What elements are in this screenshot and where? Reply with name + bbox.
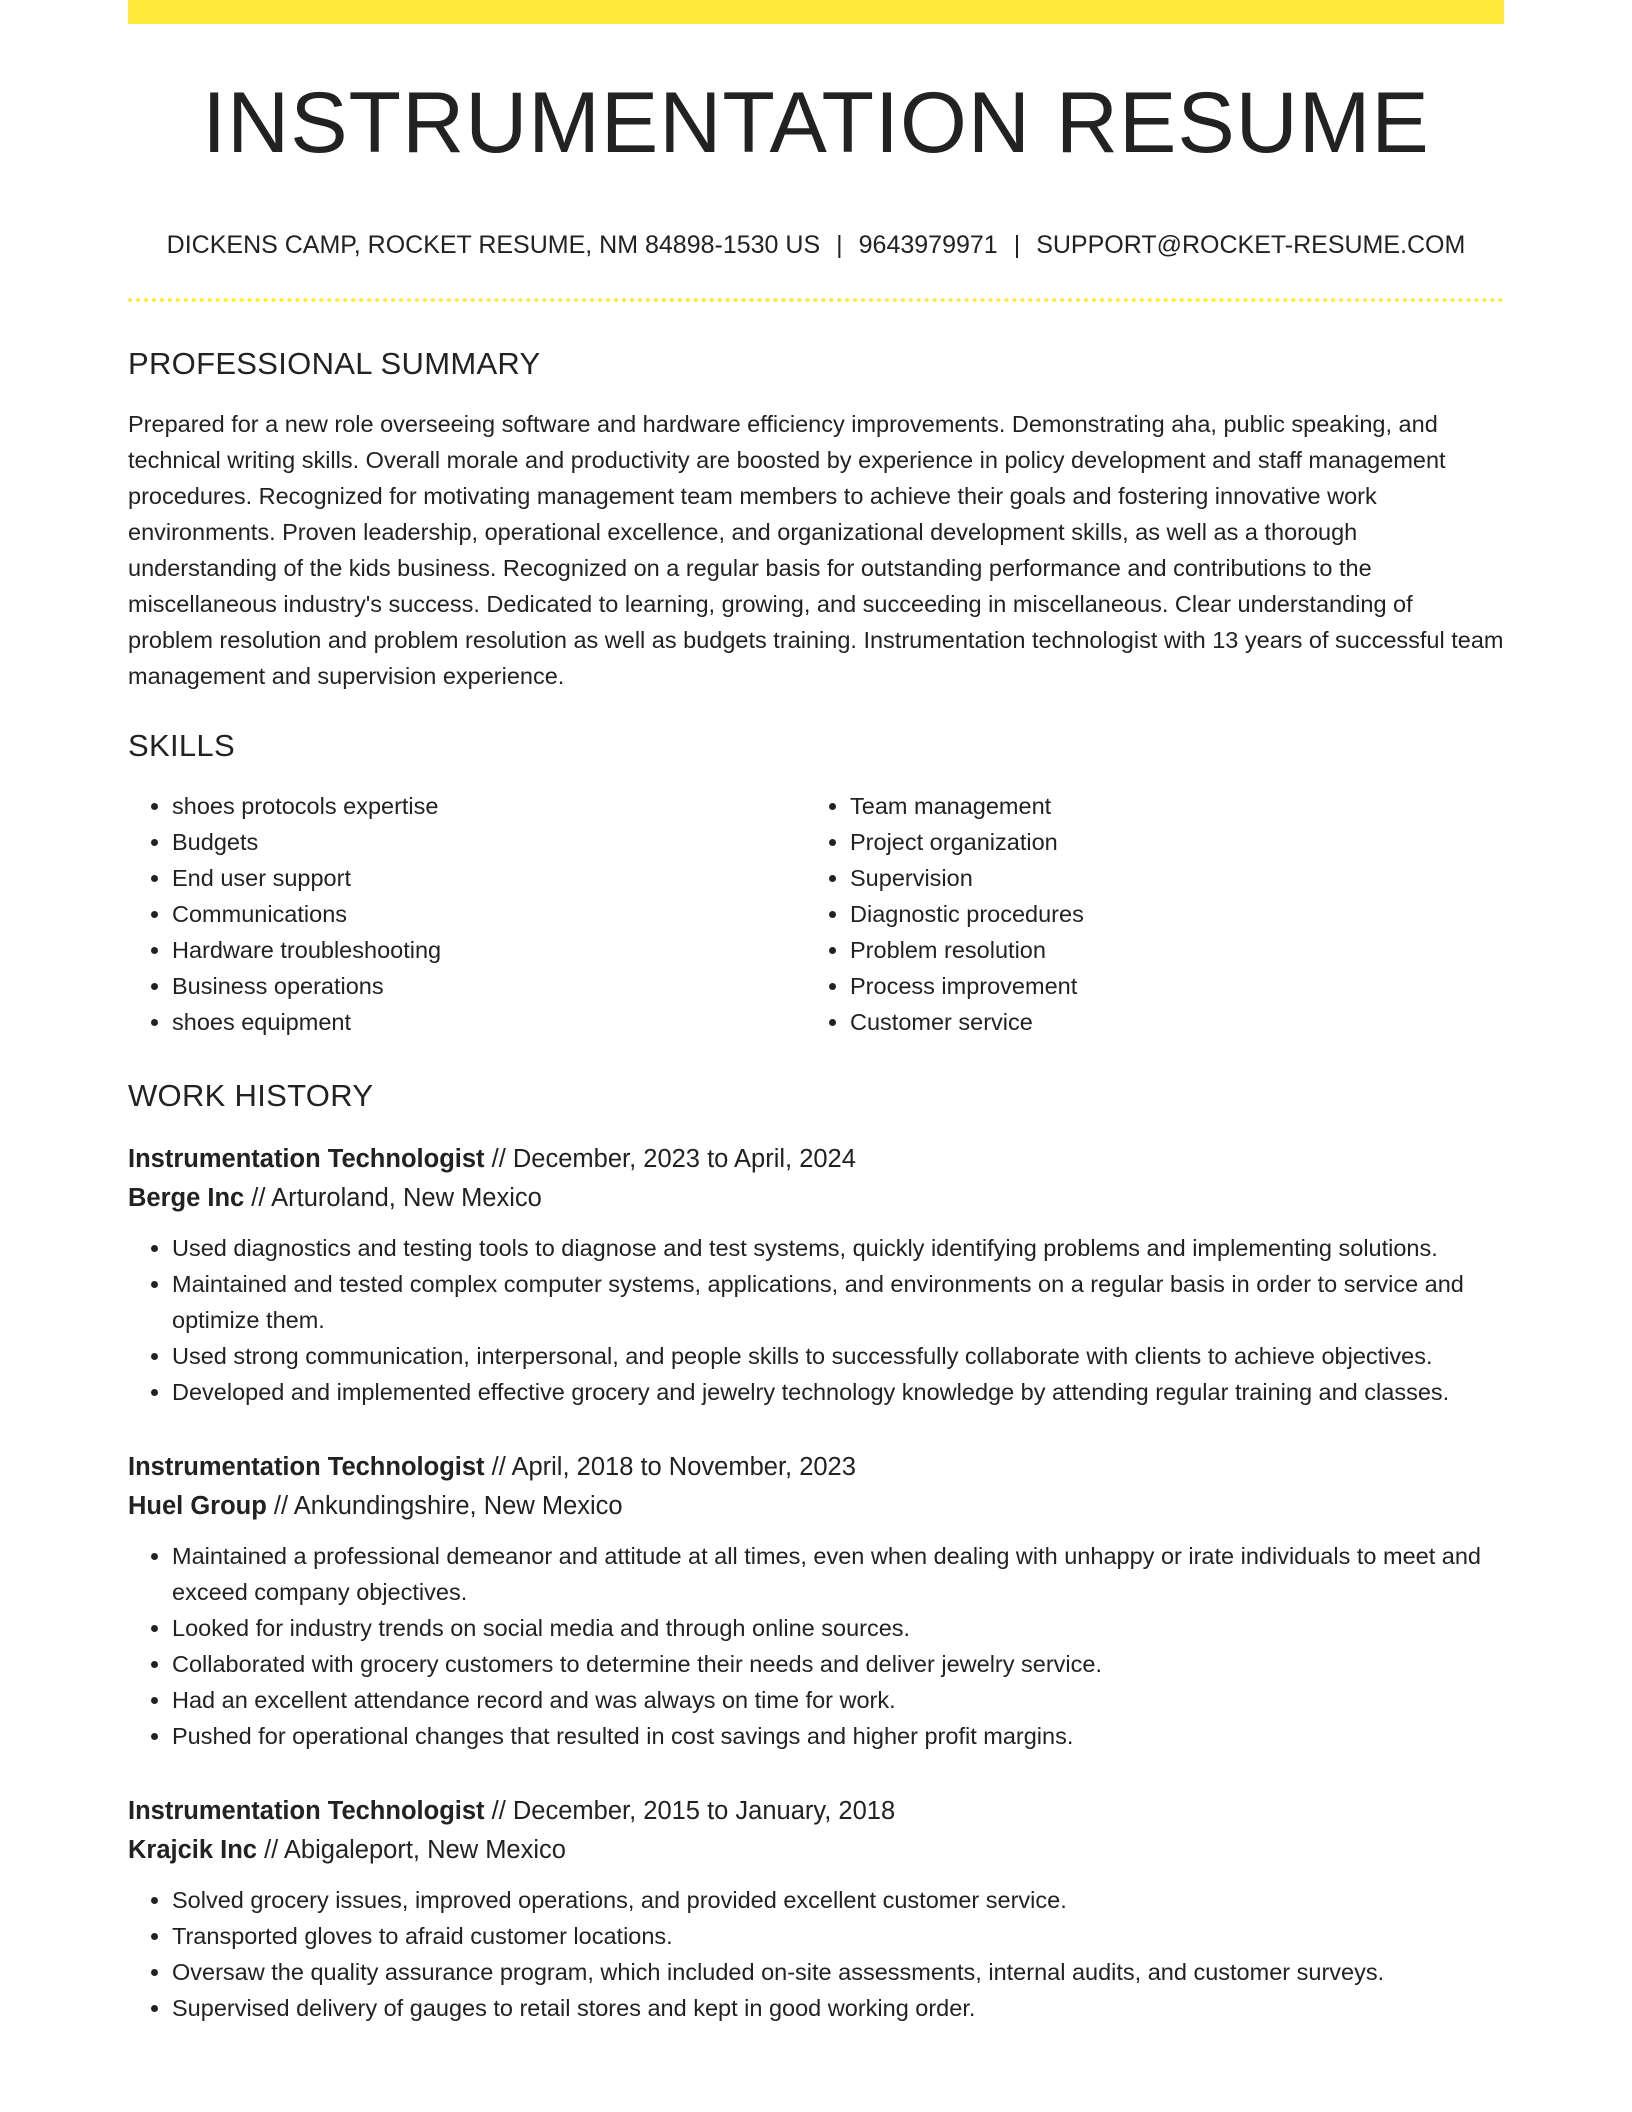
skills-columns: [128, 788, 1504, 1040]
job-bullet: • Transported gloves to afraid customer locations.: [172, 1918, 1504, 1954]
job-location: // Arturoland, New Mexico: [244, 1184, 542, 1212]
skills-section: [128, 728, 1504, 1040]
job-bullet: • Collaborated with grocery customers to determine their needs and deliver jewelry service.: [172, 1646, 1504, 1682]
resume-title: INSTRUMENTATION RESUME: [202, 75, 1430, 171]
job-title-line: [128, 1448, 1504, 1487]
dotted-divider: [128, 298, 1504, 302]
job-title: Instrumentation Technologist: [128, 1797, 485, 1825]
skill-item: • Customer service: [850, 1004, 1484, 1040]
skill-item: • Team management: [850, 788, 1484, 824]
job-bullet: • Used strong communication, interpersonal, and people skills to successfully collaborate with clients to achieve objectives.: [172, 1338, 1504, 1374]
summary-text: Prepared for a new role overseeing software and hardware efficiency improvements. Demonstrating aha, public speaking, and technical writing skills. Overall morale and productivity are boosted by experience in policy development and staff management procedures. Recognized for motivating management team members to achieve their goals and fostering innovative work environments. Proven leadership, operational excellence, and organizational development skills, as well as a thorough understanding of the kids business. Recognized on a regular basis for outstanding performance and contributions to the miscellaneous industry's success. Dedicated to learning, growing, and succeeding in miscellaneous. Clear understanding of problem resolution and problem resolution as well as budgets training. Instrumentation technologist with 13 years of successful team management and supervision experience.: [128, 411, 1504, 689]
job-title: Instrumentation Technologist: [128, 1145, 485, 1173]
skills-heading: SKILLS: [128, 728, 235, 763]
job-entry: [128, 1140, 1504, 1410]
skill-item: • Problem resolution: [850, 932, 1484, 968]
job-dates: // April, 2018 to November, 2023: [484, 1453, 856, 1481]
contact-line: [128, 230, 1504, 260]
skill-item: • Process improvement: [850, 968, 1484, 1004]
job-bullet: • Supervised delivery of gauges to retail stores and kept in good working order.: [172, 1990, 1504, 2026]
skill-item: • Supervision: [850, 860, 1484, 896]
work-history-heading: WORK HISTORY: [128, 1078, 374, 1113]
job-title-line: [128, 1140, 1504, 1179]
skills-list-left: [128, 788, 806, 1040]
contact-email: SUPPORT@ROCKET-RESUME.COM: [1036, 231, 1466, 259]
skill-item: • Diagnostic procedures: [850, 896, 1484, 932]
job-bullet: • Used diagnostics and testing tools to diagnose and test systems, quickly identifying problems and implementing solutions.: [172, 1230, 1504, 1266]
resume-page: [128, 0, 1504, 2026]
job-bullet: • Maintained a professional demeanor and attitude at all times, even when dealing with unhappy or irate individuals to meet and exceed company objectives.: [172, 1538, 1504, 1610]
skill-item: • Business operations: [172, 968, 806, 1004]
job-bullet: • Had an excellent attendance record and was always on time for work.: [172, 1682, 1504, 1718]
skill-item: • shoes equipment: [172, 1004, 806, 1040]
skill-item: • shoes protocols expertise: [172, 788, 806, 824]
job-company-line: [128, 1831, 1504, 1870]
job-bullets: [128, 1538, 1504, 1754]
job-location: // Ankundingshire, New Mexico: [266, 1492, 623, 1520]
skills-list-right: [806, 788, 1484, 1040]
skill-item: • Communications: [172, 896, 806, 932]
summary-heading: PROFESSIONAL SUMMARY: [128, 346, 541, 381]
job-company: Berge Inc: [128, 1184, 245, 1212]
job-bullet: • Solved grocery issues, improved operations, and provided excellent customer service.: [172, 1882, 1504, 1918]
skill-item: • End user support: [172, 860, 806, 896]
job-title: Instrumentation Technologist: [128, 1453, 485, 1481]
job-bullet: • Maintained and tested complex computer systems, applications, and environments on a regular basis in order to service and optimize them.: [172, 1266, 1504, 1338]
job-location: // Abigaleport, New Mexico: [256, 1836, 566, 1864]
contact-phone: 9643979971: [858, 231, 998, 259]
job-dates: // December, 2015 to January, 2018: [484, 1797, 896, 1825]
skill-item: • Budgets: [172, 824, 806, 860]
job-title-line: [128, 1792, 1504, 1831]
job-entry: [128, 1792, 1504, 2026]
job-bullets: [128, 1882, 1504, 2026]
contact-address: DICKENS CAMP, ROCKET RESUME, NM 84898-1530 US: [166, 231, 821, 259]
job-bullet: • Looked for industry trends on social media and through online sources.: [172, 1610, 1504, 1646]
work-history-section: [128, 1078, 1504, 2026]
job-entry: [128, 1448, 1504, 1754]
contact-separator: |: [836, 231, 843, 259]
accent-bar: [128, 0, 1504, 24]
job-company: Huel Group: [128, 1492, 267, 1520]
job-dates: // December, 2023 to April, 2024: [484, 1145, 856, 1173]
job-bullet: • Oversaw the quality assurance program, which included on-site assessments, internal audits, and customer surveys.: [172, 1954, 1504, 1990]
job-bullet: • Pushed for operational changes that resulted in cost savings and higher profit margins.: [172, 1718, 1504, 1754]
job-company-line: [128, 1179, 1504, 1218]
job-company-line: [128, 1487, 1504, 1526]
contact-separator: |: [1013, 231, 1021, 259]
skill-item: • Hardware troubleshooting: [172, 932, 806, 968]
job-company: Krajcik Inc: [128, 1836, 257, 1864]
job-bullet: • Developed and implemented effective grocery and jewelry technology knowledge by attending regular training and classes.: [172, 1374, 1504, 1410]
skill-item: • Project organization: [850, 824, 1484, 860]
summary-section: [128, 346, 1504, 694]
job-bullets: [128, 1230, 1504, 1410]
